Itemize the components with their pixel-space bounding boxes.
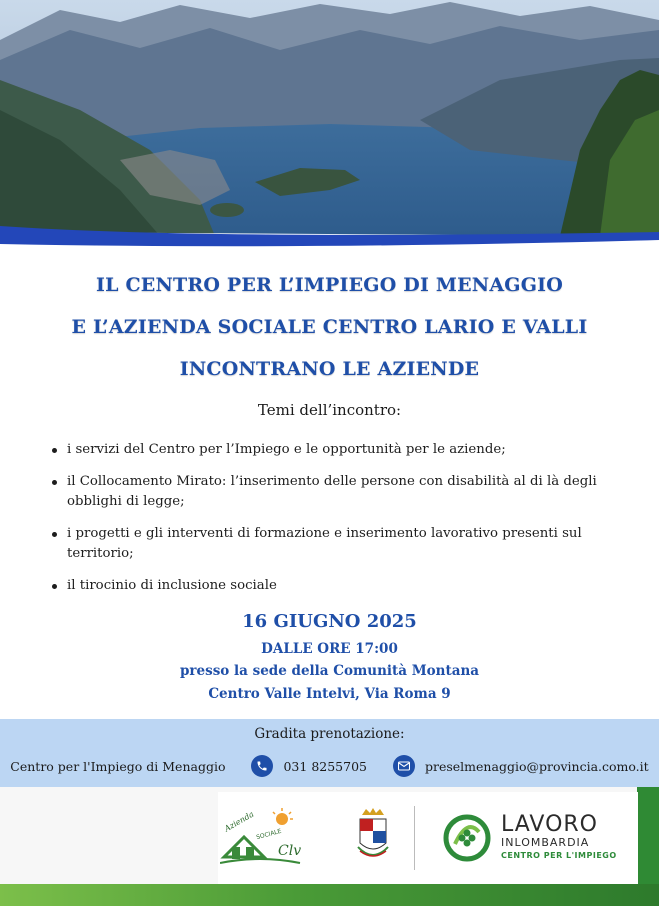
topic-item: i progetti e gli interventi di formazione e inserimento lavorativo presenti sul territorio; xyxy=(52,524,612,564)
azienda-sociale-logo xyxy=(220,807,306,869)
headline-line-1: IL CENTRO PER L’IMPIEGO DI MENAGGIO xyxy=(96,274,563,296)
topics-heading: Temi dell’incontro: xyxy=(257,401,402,419)
event-venue-line-1: presso la sede della Comunità Montana xyxy=(179,663,480,679)
logo-divider xyxy=(414,806,415,870)
lavoro-lombardia-logo xyxy=(443,814,617,862)
topic-item: il Collocamento Mirato: l’inserimento delle persone con disabilità al di là degli obblighi di legge; xyxy=(52,472,612,512)
email-icon xyxy=(393,755,415,777)
contact-row xyxy=(0,753,659,779)
crest-logo xyxy=(354,807,402,869)
sociale-word: SOCIALE xyxy=(255,827,283,842)
office-name: Centro per l'Impiego di Menaggio xyxy=(10,758,226,774)
event-time: DALLE ORE 17:00 xyxy=(261,641,398,657)
clv-initials: Clv xyxy=(278,843,302,859)
partner-logos xyxy=(218,792,638,884)
azienda-word: Azienda xyxy=(222,809,256,834)
event-details xyxy=(0,608,659,706)
event-date: 16 GIUGNO 2025 xyxy=(242,611,417,632)
phone-number-link[interactable]: 031 8255705 xyxy=(283,758,367,774)
hero-lake-photo xyxy=(0,0,659,252)
event-venue-line-2: Centro Valle Intelvi, Via Roma 9 xyxy=(208,686,451,702)
topics-list xyxy=(52,440,612,608)
lavoro-word: LAVORO xyxy=(501,812,598,837)
centro-impiego-tagline: CENTRO PER L'IMPIEGO xyxy=(501,851,617,860)
booking-band xyxy=(0,719,659,787)
topic-item: i servizi del Centro per l’Impiego e le opportunità per le aziende; xyxy=(52,440,612,460)
phone-icon xyxy=(251,755,273,777)
headline xyxy=(0,268,659,394)
headline-line-3: INCONTRANO LE AZIENDE xyxy=(179,358,480,380)
booking-label: Gradita prenotazione: xyxy=(254,726,405,742)
footer-green-bar xyxy=(0,884,659,906)
inlombardia-word: INLOMBARDIA xyxy=(501,836,590,849)
email-link[interactable]: preselmenaggio@provincia.como.it xyxy=(425,758,649,774)
topic-item: il tirocinio di inclusione sociale xyxy=(52,576,612,596)
headline-line-2: E L’AZIENDA SOCIALE CENTRO LARIO E VALLI xyxy=(71,316,588,338)
